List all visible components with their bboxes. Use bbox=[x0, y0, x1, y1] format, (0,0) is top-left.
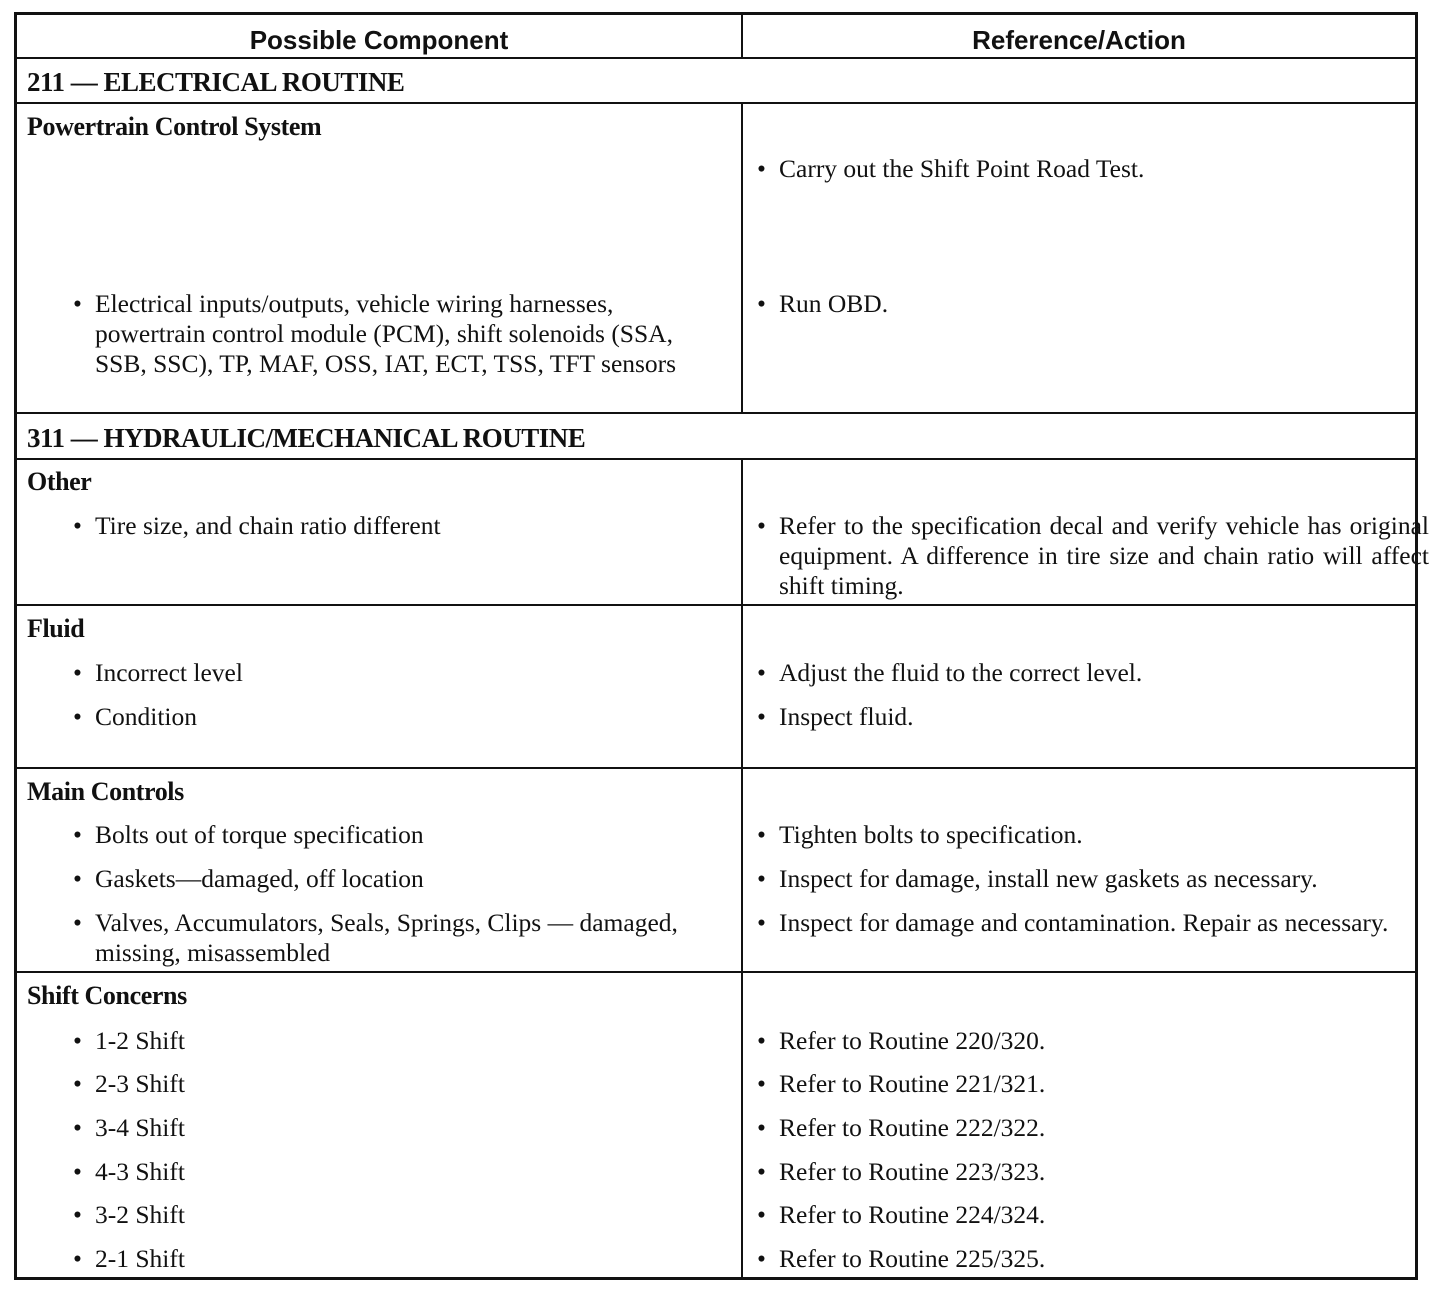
component-item: • 2-3 Shift bbox=[73, 1069, 185, 1098]
action-item: • Refer to Routine 222/322. bbox=[757, 1113, 1046, 1142]
action-item: • Tighten bolts to specification. bbox=[757, 820, 1083, 849]
row-divider bbox=[17, 102, 1415, 104]
column-divider bbox=[741, 102, 743, 414]
component-item: • 4-3 Shift bbox=[73, 1157, 185, 1186]
row-divider bbox=[17, 604, 1415, 606]
row-divider bbox=[17, 412, 1415, 414]
group-powertrain-title: Powertrain Control System bbox=[27, 112, 322, 141]
component-item: • 1-2 Shift bbox=[73, 1026, 185, 1055]
component-item: • Condition bbox=[73, 702, 198, 731]
diagnostic-table bbox=[14, 12, 1429, 1280]
group-other-title: Other bbox=[27, 467, 92, 496]
component-item: • Tire size, and chain ratio different bbox=[73, 511, 441, 540]
action-item: • Run OBD. bbox=[757, 289, 889, 318]
row-divider bbox=[17, 458, 1415, 460]
component-item: • Incorrect level bbox=[73, 658, 243, 687]
action-item: • Adjust the fluid to the correct level. bbox=[757, 658, 1143, 687]
action-item: • Refer to Routine 225/325. bbox=[757, 1244, 1046, 1273]
action-item: • Inspect for damage, install new gaskets as necessary. bbox=[757, 864, 1318, 893]
group-main-controls-title: Main Controls bbox=[27, 777, 184, 806]
component-item: • Electrical inputs/outputs, vehicle wiring harnesses, powertrain control module (PCM), shift solenoids (SSA, SSB, SSC), TP, MAF, OSS, IAT, ECT, TSS, TFT sensors bbox=[73, 289, 677, 378]
component-item: • Gaskets—damaged, off location bbox=[73, 864, 424, 893]
header-reference-action: Reference/Action bbox=[972, 25, 1186, 55]
action-item: • Refer to Routine 224/324. bbox=[757, 1200, 1046, 1229]
group-fluid-title: Fluid bbox=[27, 614, 85, 643]
section-311-title: 311 — HYDRAULIC/MECHANICAL ROUTINE bbox=[27, 423, 586, 453]
component-item: • 2-1 Shift bbox=[73, 1244, 185, 1273]
column-divider bbox=[741, 458, 743, 1280]
header-possible-component: Possible Component bbox=[249, 25, 509, 55]
action-item: • Refer to the specification decal and verify vehicle has original equipment. A difference in tire size and chain ratio will affect shift timing. bbox=[757, 511, 1429, 600]
section-211-title: 211 — ELECTRICAL ROUTINE bbox=[27, 67, 405, 97]
component-item: • 3-4 Shift bbox=[73, 1113, 185, 1142]
action-item: • Refer to Routine 220/320. bbox=[757, 1026, 1046, 1055]
action-item: • Inspect for damage and contamination. Repair as necessary. bbox=[757, 908, 1389, 937]
action-item: • Refer to Routine 223/323. bbox=[757, 1157, 1046, 1186]
group-shift-concerns-title: Shift Concerns bbox=[27, 981, 187, 1010]
row-divider bbox=[17, 767, 1415, 769]
row-divider bbox=[17, 57, 1415, 59]
action-item: • Inspect fluid. bbox=[757, 702, 914, 731]
component-item: • Bolts out of torque specification bbox=[73, 820, 424, 849]
action-item: • Refer to Routine 221/321. bbox=[757, 1069, 1046, 1098]
row-divider bbox=[17, 971, 1415, 973]
action-item: • Carry out the Shift Point Road Test. bbox=[757, 154, 1145, 183]
component-item: • Valves, Accumulators, Seals, Springs, Clips — damaged, missing, misassembled bbox=[73, 908, 678, 967]
component-item: • 3-2 Shift bbox=[73, 1200, 185, 1229]
